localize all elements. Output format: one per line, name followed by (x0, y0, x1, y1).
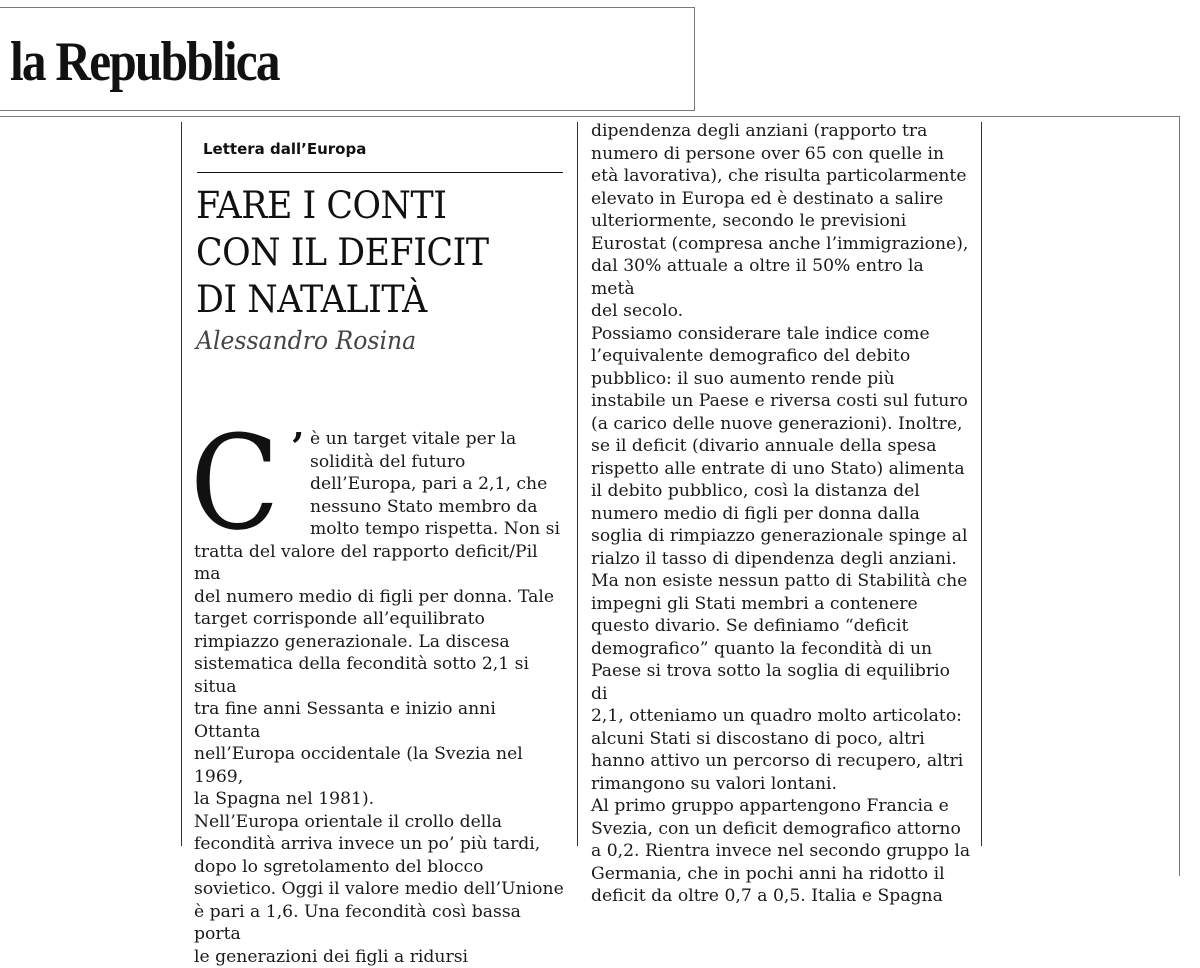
text-line: 2,1, otteniamo un quadro molto articolato: (591, 705, 971, 728)
text-line: pubblico: il suo aumento rende più (591, 368, 971, 391)
text-line: tra fine anni Sessanta e inizio anni Ottanta (194, 698, 564, 743)
text-line: alcuni Stati si discostano di poco, altri (591, 728, 971, 751)
text-line: il debito pubblico, così la distanza del (591, 480, 971, 503)
text-line: dal 30% attuale a oltre il 50% entro la metà (591, 255, 971, 300)
headline-line: CON IL DEFICIT (196, 229, 544, 276)
left-margin-rule (181, 122, 182, 846)
text-line: soglia di rimpiazzo generazionale spinge al (591, 525, 971, 548)
text-line: instabile un Paese e riversa costi sul futuro (591, 390, 971, 413)
text-line: dell’Europa, pari a 2,1, che (310, 473, 564, 496)
drop-cap-apostrophe: ’ (291, 427, 304, 467)
text-line: (a carico delle nuove generazioni). Inoltre, (591, 413, 971, 436)
rubric-divider (197, 172, 563, 173)
text-line: dipendenza degli anziani (rapporto tra (591, 120, 971, 143)
article-column-right (591, 120, 971, 908)
text-line: dopo lo sgretolamento del blocco (194, 856, 564, 879)
section-rubric: Lettera dall’Europa (203, 140, 366, 158)
newspaper-logo: la Repubblica (10, 30, 279, 94)
headline-line: FARE I CONTI (196, 182, 544, 229)
text-line: questo divario. Se definiamo “deficit (591, 615, 971, 638)
text-line: del secolo. (591, 300, 971, 323)
text-line: ulteriormente, secondo le previsioni (591, 210, 971, 233)
text-line: Eurostat (compresa anche l’immigrazione), (591, 233, 971, 256)
text-line: è un target vitale per la (310, 428, 564, 451)
text-line: rimpiazzo generazionale. La discesa (194, 631, 564, 654)
masthead-panel (0, 7, 695, 111)
text-line: a 0,2. Rientra invece nel secondo gruppo la (591, 840, 971, 863)
text-line: nessuno Stato membro da (310, 496, 564, 519)
text-line: Nell’Europa orientale il crollo della (194, 811, 564, 834)
text-line: tratta del valore del rapporto deficit/Pil ma (194, 541, 564, 586)
text-line: le generazioni dei figli a ridursi (194, 946, 564, 968)
author-byline: Alessandro Rosina (196, 326, 416, 355)
text-line: è pari a 1,6. Una fecondità così bassa porta (194, 901, 564, 946)
headline-line: DI NATALITÀ (196, 276, 544, 323)
text-line: target corrisponde all’equilibrato (194, 608, 564, 631)
lead-paragraph (194, 428, 564, 541)
body-paragraph (194, 541, 564, 968)
text-line: Al primo gruppo appartengono Francia e (591, 795, 971, 818)
text-line: la Spagna nel 1981). (194, 788, 564, 811)
text-line: rimangono su valori lontani. (591, 773, 971, 796)
text-line: Svezia, con un deficit demografico attorno (591, 818, 971, 841)
right-margin-rule (981, 122, 982, 846)
text-line: rialzo il tasso di dipendenza degli anziani. (591, 548, 971, 571)
text-line: Ma non esiste nessun patto di Stabilità che (591, 570, 971, 593)
drop-cap: C (190, 418, 280, 548)
text-line: Germania, che in pochi anni ha ridotto il (591, 863, 971, 886)
text-line: elevato in Europa ed è destinato a salire (591, 188, 971, 211)
column-divider-rule (577, 122, 578, 846)
text-line: sovietico. Oggi il valore medio dell’Unione (194, 878, 564, 901)
text-line: età lavorativa), che risulta particolarmente (591, 165, 971, 188)
text-line: rispetto alle entrate di uno Stato) alimenta (591, 458, 971, 481)
text-line: nell’Europa occidentale (la Svezia nel 1969, (194, 743, 564, 788)
text-line: del numero medio di figli per donna. Tale (194, 586, 564, 609)
text-line: sistematica della fecondità sotto 2,1 si situa (194, 653, 564, 698)
headline (196, 182, 544, 323)
article-page-frame (0, 116, 1180, 876)
text-line: numero di persone over 65 con quelle in (591, 143, 971, 166)
text-line: Possiamo considerare tale indice come (591, 323, 971, 346)
text-line: numero medio di figli per donna dalla (591, 503, 971, 526)
text-line: solidità del futuro (310, 451, 564, 474)
text-line: hanno attivo un percorso di recupero, altri (591, 750, 971, 773)
text-line: Paese si trova sotto la soglia di equilibrio di (591, 660, 971, 705)
text-line: l’equivalente demografico del debito (591, 345, 971, 368)
article-column-left (194, 428, 564, 968)
text-line: deficit da oltre 0,7 a 0,5. Italia e Spagna (591, 885, 971, 908)
text-line: se il deficit (divario annuale della spesa (591, 435, 971, 458)
text-line: fecondità arriva invece un po’ più tardi, (194, 833, 564, 856)
text-line: demografico” quanto la fecondità di un (591, 638, 971, 661)
text-line: impegni gli Stati membri a contenere (591, 593, 971, 616)
text-line: molto tempo rispetta. Non si (310, 518, 564, 541)
